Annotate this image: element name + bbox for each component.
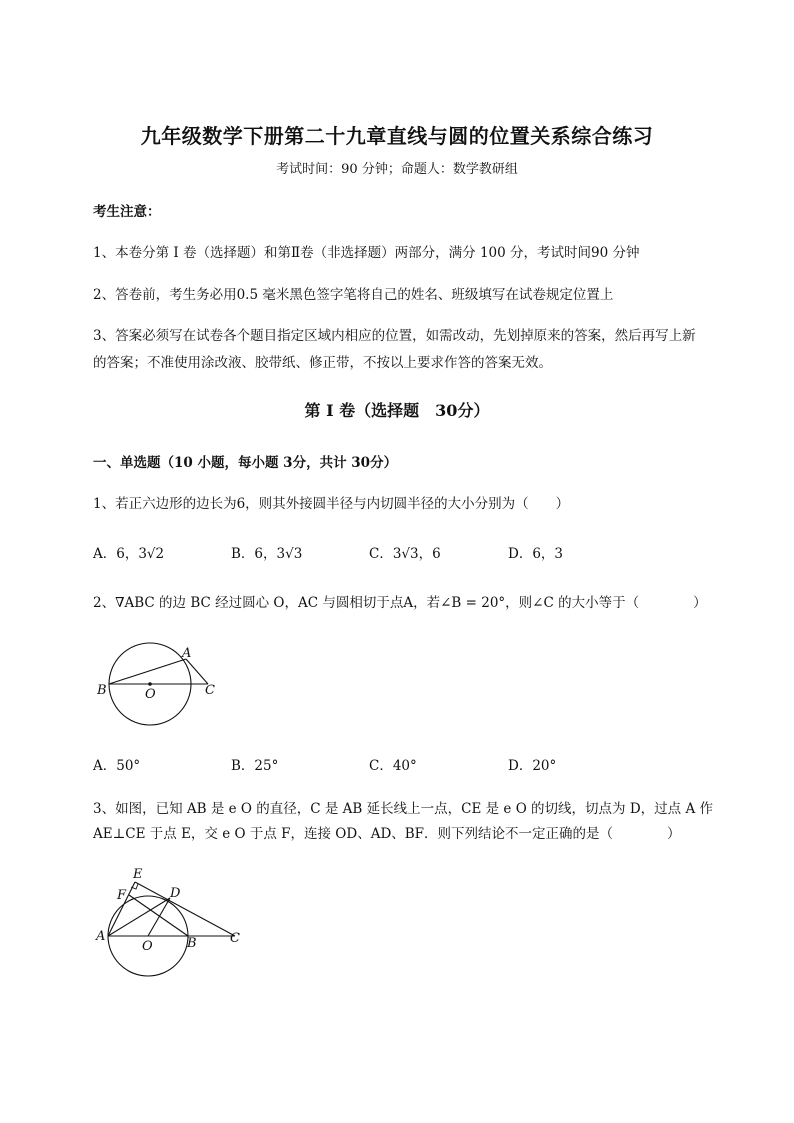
question-1-option-d: D．6，3 bbox=[508, 546, 564, 562]
exam-info: 考试时间：90 分钟；命题人：数学教研组 bbox=[276, 162, 518, 177]
label-c: C bbox=[230, 931, 240, 946]
label-f: F bbox=[117, 888, 127, 903]
segment-fb bbox=[129, 895, 188, 936]
label-a: A bbox=[96, 929, 106, 944]
notice-item-2: 2、答卷前，考生务必用0.5 毫米黑色签字笔将自己的姓名、班级填写在试卷规定位置上 bbox=[93, 287, 614, 303]
section-title: 第 I 卷（选择题 30分） bbox=[304, 401, 490, 420]
label-a: A bbox=[182, 646, 192, 661]
page-title: 九年级数学下册第二十九章直线与圆的位置关系综合练习 bbox=[140, 124, 654, 148]
question-2-option-a: A．50° bbox=[93, 758, 141, 774]
notice-heading: 考生注意： bbox=[93, 204, 161, 220]
label-e: E bbox=[133, 867, 143, 882]
question-2-option-c: C．40° bbox=[369, 758, 417, 774]
question-2-option-d: D．20° bbox=[508, 758, 557, 774]
question-3-stem-line2: AE⊥CE 于点 E，交 e O 于点 F，连接 OD、AD、BF．则下列结论不一定正确的是（ ） bbox=[93, 826, 681, 842]
label-b: B bbox=[97, 683, 107, 698]
question-2-stem: 2、∇ABC 的边 BC 经过圆心 O，AC 与圆相切于点A，若∠B = 20°，则∠C 的大小等于（ ） bbox=[93, 595, 707, 611]
label-b: B bbox=[187, 936, 197, 951]
question-3-stem-line1: 3、如图，已知 AB 是 e O 的直径，C 是 AB 延长线上一点，CE 是 e O 的切线，切点为 D，过点 A 作 bbox=[93, 801, 713, 817]
question-2-figure bbox=[90, 632, 230, 736]
question-1-stem: 1、若正六边形的边长为6，则其外接圆半径与内切圆半径的大小分别为（ ） bbox=[93, 496, 570, 512]
question-1-option-a: A．6，3√2 bbox=[93, 546, 165, 562]
segment-od bbox=[148, 898, 170, 936]
segment-ba bbox=[109, 659, 186, 684]
question-1-option-b: B．6，3√3 bbox=[231, 546, 303, 562]
notice-item-3-cont: 的答案；不准使用涂改液、胶带纸、修正带，不按以上要求作答的答案无效。 bbox=[93, 355, 552, 371]
label-o: O bbox=[145, 687, 156, 702]
label-o: O bbox=[142, 939, 153, 954]
notice-item-1: 1、本卷分第 I 卷（选择题）和第Ⅱ卷（非选择题）两部分，满分 100 分，考试时间90 分钟 bbox=[93, 245, 640, 261]
label-c: C bbox=[205, 683, 215, 698]
question-3-figure bbox=[90, 862, 250, 978]
question-2-option-b: B．25° bbox=[231, 758, 279, 774]
label-d: D bbox=[170, 886, 181, 901]
question-1-option-c: C．3√3，6 bbox=[369, 546, 441, 562]
notice-item-3: 3、答案必须写在试卷各个题目指定区域内相应的位置，如需改动，先划掉原来的答案，然后再写上新 bbox=[93, 328, 696, 344]
center-point bbox=[148, 682, 152, 686]
part-heading: 一、单选题（10 小题，每小题 3分，共计 30分） bbox=[93, 455, 398, 471]
